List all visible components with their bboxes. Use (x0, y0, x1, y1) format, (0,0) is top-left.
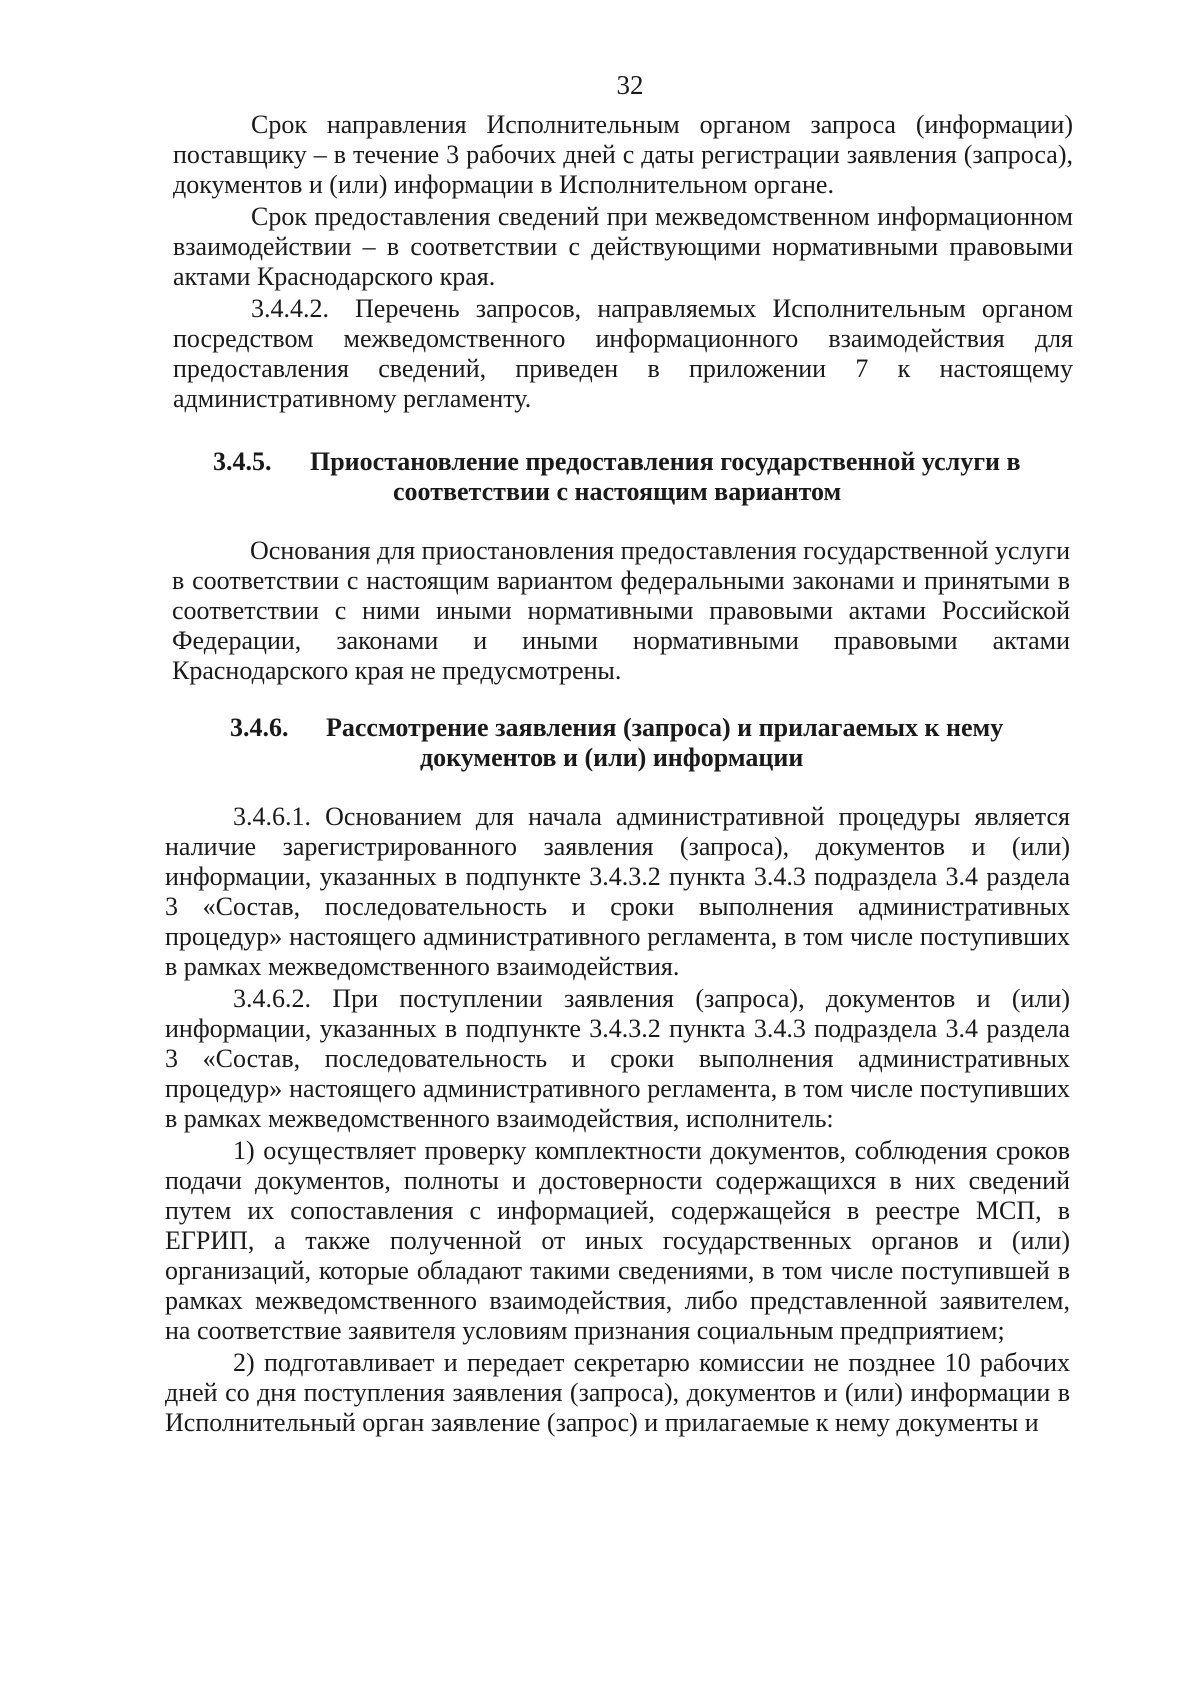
text-block-1 (173, 110, 1073, 414)
paragraph-deadline-info: Срок предоставления сведений при межведомственном информационном взаимодействии – в соответствии с действующими нормативными правовыми актами Краснодарского края. (173, 202, 1073, 291)
section-number: 3.4.6. (230, 713, 289, 742)
section-number: 3.4.5. (213, 447, 272, 476)
section-heading-3-4-5 (213, 446, 1073, 516)
text-block-2 (172, 536, 1070, 686)
section-title-line-2: соответствии с настоящим вариантом (393, 477, 842, 506)
paragraph-3-4-4-2: 3.4.4.2. Перечень запросов, направляемых Исполнительным органом посредством межведомственного информационного взаимодействия для предоставления сведений, приведен в приложении 7 к настоящему административному регламенту. (173, 294, 1073, 413)
list-item-2: 2) подготавливает и передает секретарю комиссии не позднее 10 рабочих дней со дня поступления заявления (запроса), документов и (или) информации в Исполнительный орган заявление (запрос) и прилагаемые к нему документы и (165, 1348, 1070, 1437)
section-title-line-1: Рассмотрение заявления (запроса) и прилагаемых к нему (326, 713, 1004, 742)
text-block-3 (165, 802, 1070, 1438)
page-number: 32 (616, 70, 644, 100)
paragraph-3-4-6-2: 3.4.6.2. При поступлении заявления (запроса), документов и (или) информации, указанных в подпункте 3.4.3.2 пункта 3.4.3 подраздела 3.4 раздела 3 «Состав, последовательность и сроки выполнения административных процедур» настоящего административного регламента, в том числе поступивших в рамках межведомственного взаимодействия, исполнитель: (165, 984, 1070, 1133)
section-title-line-1: Приостановление предоставления государственной услуги в (310, 447, 1021, 476)
paragraph-deadline-request: Срок направления Исполнительным органом запроса (информации) поставщику – в течение 3 рабочих дней с даты регистрации заявления (запроса), документов и (или) информации в Исполнительном органе. (173, 110, 1073, 199)
paragraph-suspension-grounds: Основания для приостановления предоставления государственной услуги в соответствии с настоящим вариантом федеральными законами и принятыми в соответствии с ними иными нормативными правовыми актами Российской Федерации, законами и иными нормативными правовыми актами Краснодарского края не предусмотрены. (172, 536, 1070, 685)
paragraph-3-4-6-1: 3.4.6.1. Основанием для начала административной процедуры является наличие зарегистрированного заявления (запроса), документов и (или) информации, указанных в подпункте 3.4.3.2 пункта 3.4.3 подраздела 3.4 раздела 3 «Состав, последовательность и сроки выполнения административных процедур» настоящего административного регламента, в том числе поступивших в рамках межведомственного взаимодействия. (165, 802, 1070, 981)
section-title-line-2: документов и (или) информации (420, 743, 804, 772)
list-item-1: 1) осуществляет проверку комплектности документов, соблюдения сроков подачи документов, полноты и достоверности содержащихся в них сведений путем их сопоставления с информацией, содержащейся в реестре МСП, в ЕГРИП, а также полученной от иных государственных органов и (или) организаций, которые обладают такими сведениями, в том числе поступившей в рамках межведомственного взаимодействия, либо представленной заявителем, на соответствие заявителя условиям признания социальным предприятием; (165, 1136, 1070, 1345)
section-heading-3-4-6 (230, 712, 1080, 782)
